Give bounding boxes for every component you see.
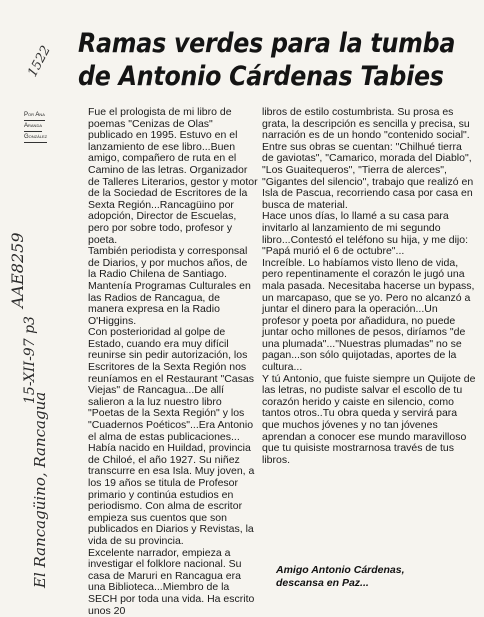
- right-paragraph-1: libros de estilo costumbrista. Su prosa es grata, la descripción es sencilla y precisa, su narración es de un hondo "contenido social". Entre sus obras se cuentan: "Chilhué tierra de gaviotas", "Camarico, morada del Diablo", "Los Guaitequeros", "Tierra de alerces", "Gigantes del silencio", trabajo que realizó en Isla de Pascua, recorriendo casa por casa en busca de material.: [262, 106, 474, 211]
- left-paragraph-4: Había nacido en Huildad, provincia de Chiloé, el año 1927. Su niñez transcurre en esa Isla. Muy joven, a los 19 años se titula de Profesor primario y continúa estudios en periodismo. Con alma de escritor empieza sus cuentos que son publicados en Diarios y Revistas, la vida de su provincia.: [88, 442, 255, 547]
- right-column: [262, 107, 476, 466]
- headline-line-2: de Antonio Cárdenas Tabies: [78, 61, 444, 92]
- right-paragraph-4: Y tú Antonio, que fuiste siempre un Quijote de las letras, no pudiste salvar el escollo de tu corazón herido y caiste en silencio, como tantos otros..Tu obra queda y servirá para que muchos jóvenes y no tan jóvenes aprendan a conocer ese mundo maravilloso que tu quisiste mostrarnosa través de tus libros.: [262, 372, 476, 466]
- closing-line-1: Amigo Antonio Cárdenas,: [276, 564, 405, 576]
- left-paragraph-5: Excelente narrador, empieza a investigar el folklore nacional. Su casa de Maruri en Rancagua era una Biblioteca...Miembro de la SECH por toda una vida. Ha escrito unos 20: [88, 546, 255, 617]
- byline-line-3: González: [24, 132, 47, 143]
- catalog-stamp: AAE8259: [8, 232, 27, 308]
- byline: [24, 110, 80, 143]
- byline-line-2: Aranda: [24, 121, 42, 132]
- byline-line-1: Por Ana: [24, 110, 45, 121]
- left-paragraph-2: También periodista y corresponsal de Diarios, y por muchos años, de la Radio Chilena de Santiago. Mantenía Programas Culturales en las Radios de Rancagua, de manera expresa en la Radio O'Higgins.: [88, 245, 251, 327]
- headline-line-1: Ramas verdes para la tumba: [78, 28, 456, 59]
- handwritten-number: 1522: [25, 43, 54, 80]
- left-column: [88, 107, 258, 617]
- headline: [78, 27, 456, 93]
- closing-remark: [276, 564, 476, 590]
- closing-line-2: descansa en Paz...: [276, 577, 369, 589]
- right-paragraph-2: Hace unos días, lo llamé a su casa para invitarlo al lanzamiento de mi segundo libro...Contestó el teléfono su hija, y me dijo: "Papá murió el 6 de octubre"...: [262, 210, 469, 258]
- right-paragraph-3: Increíble. Lo habíamos visto lleno de vida, pero repentinamente el corazón le jugó una mala pasada. Necesitaba hacerse un bypass, un marcapaso, que se yo. Pero no alcanzó a juntar el dinero para la operación...Un profesor y poeta por añadidura, no puede juntar ocho millones de pesos, diríamos "de una plumada"..."Nuestras plumadas" no se pagan...son sólo quijotadas, aportes de la cultura...: [262, 256, 475, 374]
- left-paragraph-3: Con posterioridad al golpe de Estado, cuando era muy difícil reunirse sin pedir autorización, los Escritores de la Sexta Región nos reuníamos en el Restaurant "Casas Viejas" de Rancagua...De allí salieron a la luz nuestro libro "Poetas de la Sexta Región" y los "Cuadernos Poéticos"...Era Antonio el alma de estas publicaciones...: [88, 326, 254, 443]
- left-paragraph-1: Fue el prologista de mi libro de poemas "Cenizas de Olas" publicado en 1995. Estuvo en el lanzamiento de ese libro...Buen amigo, compañero de ruta en el Camino de las letras. Organizador de Talleres Literarios, gestor y motor de la Sociedad de Escritores de la Sexta Región...Rancagüino por adopción, Director de Escuelas, pero por sobre todo, profesor y poeta.: [88, 106, 258, 246]
- source-stamp: El Rancagüino, Rancagua: [31, 391, 49, 588]
- date-stamp: 15-XII-97 p3: [22, 316, 38, 404]
